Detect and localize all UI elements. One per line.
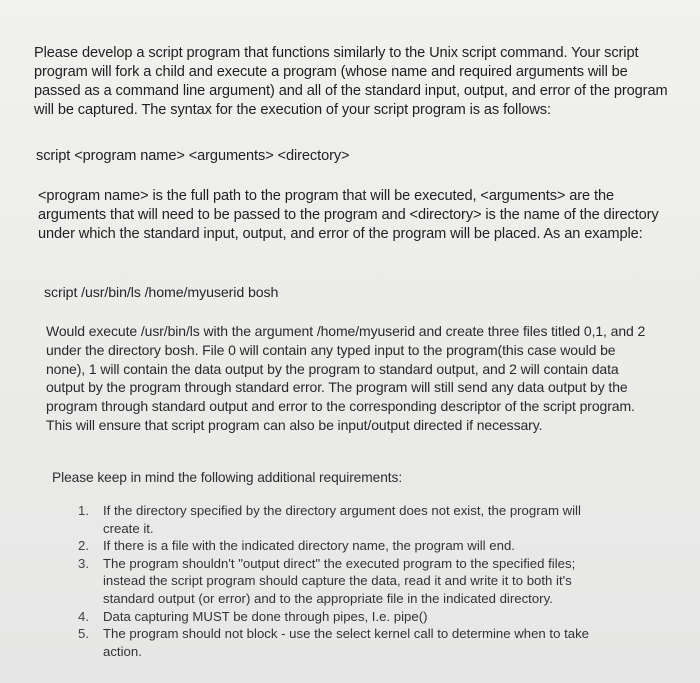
list-item-text: The program should not block - use the select kernel call to determine when to take action. (103, 626, 589, 659)
list-item-text: The program shouldn't "output direct" the executed program to the specified files; instead the script program should capture the data, read it and write it to both it's standard output (or error) and to the appropriate file in the indicated directory. (103, 555, 576, 606)
requirements-list (78, 502, 618, 660)
syntax-line: script <program name> <arguments> <directory> (36, 148, 350, 164)
list-item-text: Data capturing MUST be done through pipes, I.e. pipe() (103, 608, 428, 624)
list-item (78, 555, 618, 608)
intro-paragraph: Please develop a script program that functions similarly to the Unix script command. Your script program will fork a child and execute a program (whose name and required arguments will be passed as a command line argument) and all of the standard input, output, and error of the program will be captured. The syntax for the execution of your script program is as follows: (34, 45, 668, 118)
example-description-paragraph: Would execute /usr/bin/ls with the argument /home/myuserid and create three files titled 0,1, and 2 under the directory bosh. File 0 will contain any typed input to the program(this case would be none), 1 will contain the data output by the program to standard output, and 2 will contain data output by the program through standard error. The program will still send any data output by the program through standard output and error to the corresponding descriptor of the script program. This will ensure that script program can also be input/output directed if necessary. (46, 323, 646, 433)
list-item-number: 1. (78, 503, 89, 518)
list-item (78, 625, 618, 660)
list-item (78, 537, 618, 555)
list-item-number: 4. (78, 608, 89, 624)
list-item (78, 502, 618, 537)
list-item (78, 608, 618, 626)
explanation-paragraph: <program name> is the full path to the program that will be executed, <arguments> are the arguments that will need to be passed to the program and <directory> is the name of the directory under which the standard input, output, and error of the program will be placed. As an example: (38, 188, 659, 242)
list-item-number: 2. (78, 538, 89, 554)
list-item-text: If the directory specified by the directory argument does not exist, the program will create it. (103, 503, 581, 536)
list-item-text: If there is a file with the indicated directory name, the program will end. (103, 538, 515, 554)
list-item-number: 3. (78, 555, 89, 571)
requirements-intro: Please keep in mind the following additional requirements: (52, 470, 403, 485)
list-item-number: 5. (78, 626, 89, 642)
example-command: script /usr/bin/ls /home/myuserid bosh (44, 285, 279, 301)
